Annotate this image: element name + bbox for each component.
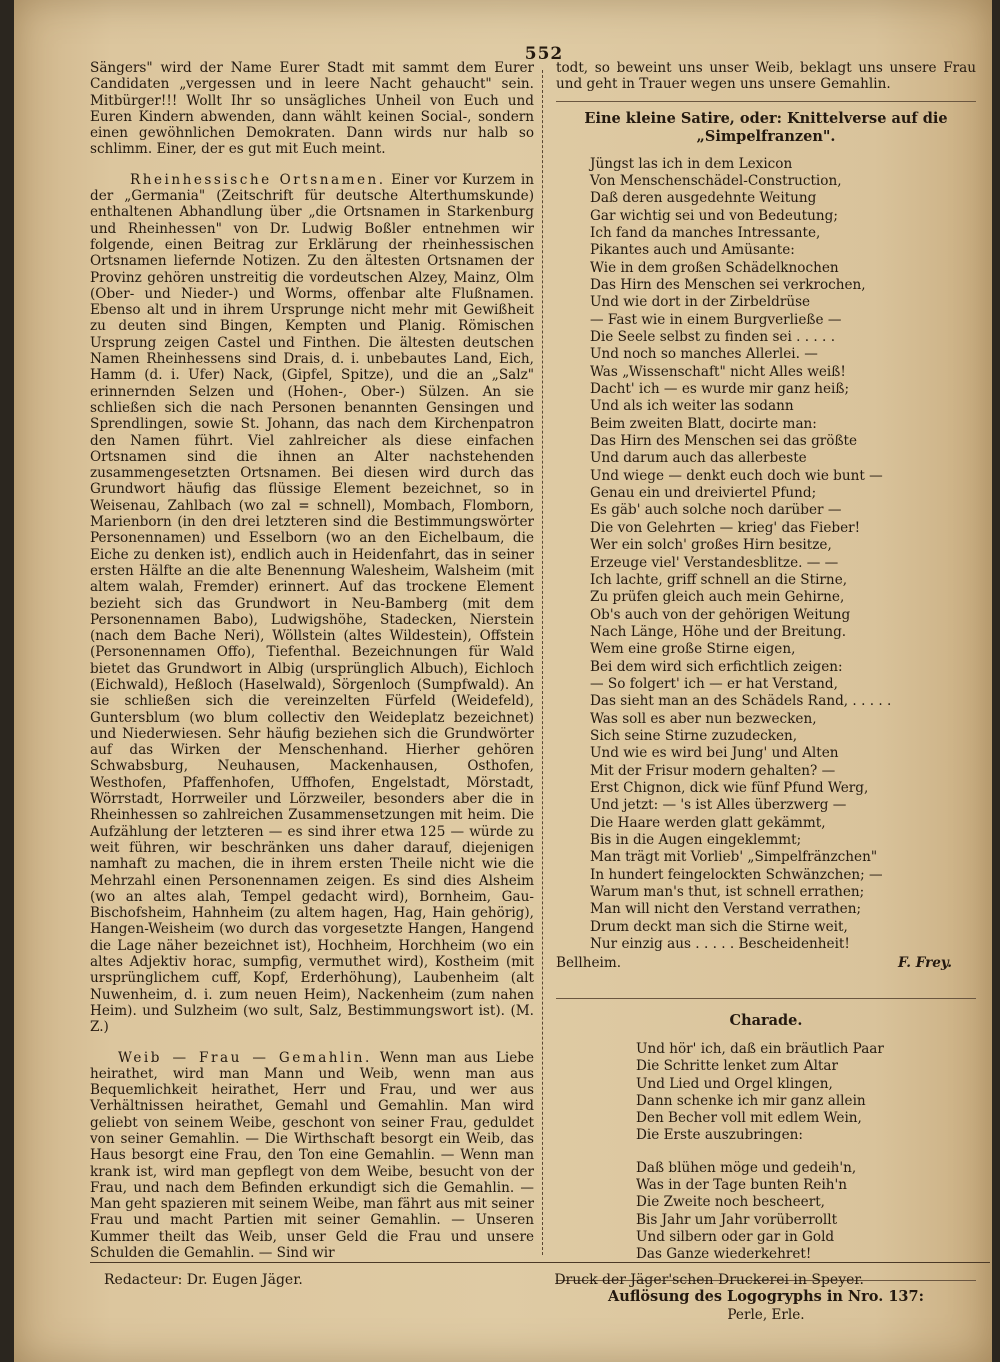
satire-verse-line: Was „Wissenschaft" nicht Alles weiß! xyxy=(590,363,846,380)
satire-verse-line: Wem eine große Stirne eigen, xyxy=(590,641,796,658)
charade-verse-line: Den Becher voll mit edlem Wein, xyxy=(636,1110,862,1127)
satire-poem xyxy=(556,156,976,954)
satire-verse-line: Die Haare werden glatt gekämmt, xyxy=(590,814,826,831)
charade-stanza-1 xyxy=(636,1041,976,1145)
article-weib-frau xyxy=(90,1050,534,1262)
satire-verse-line: Beim zweiten Blatt, docirte man: xyxy=(590,415,817,432)
charade-verse-line: Die Zweite noch bescheert, xyxy=(636,1194,826,1211)
satire-verse-line: Warum man's thut, ist schnell errathen; xyxy=(590,884,865,901)
satire-verse-line: Was soll es aber nun bezwecken, xyxy=(590,710,817,727)
satire-verse-line: In hundert feingelockten Schwänzchen; — xyxy=(590,866,883,883)
charade-verse-line: Die Schritte lenket zum Altar xyxy=(636,1058,839,1075)
charade-verse-line: Was in der Tage bunten Reih'n xyxy=(636,1177,848,1194)
satire-verse-line: Und darum auch das allerbeste xyxy=(590,450,807,467)
satire-verse-line: Die von Gelehrten — krieg' das Fieber! xyxy=(590,519,861,536)
charade-poem xyxy=(556,1041,976,1264)
charade-title: Charade. xyxy=(556,998,976,1029)
satire-verse-line: Und wiege — denkt euch doch wie bunt — xyxy=(590,467,883,484)
satire-verse-line: Dacht' ich — es wurde mir ganz heiß; xyxy=(590,381,850,398)
satire-verse-line: Wie in dem großen Schädelknochen xyxy=(590,259,839,276)
satire-verse-line: Zu prüfen gleich auch mein Gehirne, xyxy=(590,589,845,606)
charade-verse-line: Daß blühen möge und gedeih'n, xyxy=(636,1159,857,1176)
signature-place: Bellheim. xyxy=(556,955,622,972)
satire-verse-line: Das sieht man an des Schädels Rand, . . . . . xyxy=(590,693,892,710)
charade-verse-line: Die Erste auszubringen: xyxy=(636,1127,803,1144)
satire-verse-line: Es gäb' auch solche noch darüber — xyxy=(590,502,842,519)
satire-verse-line: Bis in die Augen eingeklemmt; xyxy=(590,832,802,848)
article-ortsnamen-heading: Rheinhessische Ortsnamen. xyxy=(130,171,386,188)
satire-verse-line: Mit der Frisur modern gehalten? — xyxy=(590,762,836,779)
satire-verse-line: Und noch so manches Allerlei. — xyxy=(590,346,818,363)
satire-verse-line: Gar wichtig sei und von Bedeutung; xyxy=(590,207,838,224)
continuation-paragraph: todt, so beweint uns unser Weib, beklagt uns unsere Frau und geht in Trauer wegen uns unsere Gemahlin. xyxy=(556,60,976,93)
charade-verse-line: Und silbern oder gar in Gold xyxy=(636,1228,835,1245)
satire-verse-line: Man will nicht den Verstand verrathen; xyxy=(590,901,862,918)
satire-verse-line: — So folgert' ich — er hat Verstand, xyxy=(590,675,838,692)
signature-line xyxy=(556,955,976,971)
satire-verse-line: Sich seine Stirne zuzudecken, xyxy=(590,727,798,744)
article-weib-frau-heading: Weib — Frau — Gemahlin. xyxy=(118,1049,372,1066)
satire-verse-line: Daß deren ausgedehnte Weitung xyxy=(590,190,817,207)
footer xyxy=(104,1272,864,1288)
satire-verse-line: Erst Chignon, dick wie fünf Pfund Werg, xyxy=(590,779,869,796)
satire-verse-line: Und wie es wird bei Jung' und Alten xyxy=(590,745,839,762)
satire-verse-line: Genau ein und dreiviertel Pfund; xyxy=(590,485,817,502)
solution-words: Perle, Erle. xyxy=(727,1306,805,1323)
right-column xyxy=(556,60,976,1323)
page-number: 552 xyxy=(524,44,564,64)
satire-verse-line: — Fast wie in einem Burgverließe — xyxy=(590,311,842,328)
article-ortsnamen xyxy=(90,172,534,1036)
charade-stanza-2 xyxy=(636,1160,976,1264)
satire-verse-line: Bei dem wird sich erfichtlich zeigen: xyxy=(590,658,843,675)
column-divider xyxy=(542,70,543,1255)
satire-verse-line: Nur einzig aus . . . . . Bescheidenheit! xyxy=(590,936,850,953)
satire-verse-line: Drum deckt man sich die Stirne weit, xyxy=(590,918,848,935)
satire-verse-line: Das Hirn des Menschen sei das größte xyxy=(590,433,858,450)
charade-verse-line: Bis Jahr um Jahr vorüberrollt xyxy=(636,1211,838,1228)
satire-verse-line: Nach Länge, Höhe und der Breitung. xyxy=(590,623,847,640)
satire-verse-line: Ich lachte, griff schnell an die Stirne, xyxy=(590,571,848,588)
footer-printer: Druck der Jäger'schen Druckerei in Speyer. xyxy=(554,1272,864,1288)
satire-verse-line: Und wie dort in der Zirbeldrüse xyxy=(590,294,811,311)
satire-verse-line: Die Seele selbst zu finden sei . . . . . xyxy=(590,329,836,346)
satire-verse-line: Ich fand da manches Intressante, xyxy=(590,224,821,241)
satire-verse-line: Erzeuge viel' Verstandesblitze. — — xyxy=(590,554,839,571)
solution-title: Auflösung des Logogryphs in Nro. 137: xyxy=(556,1280,976,1305)
left-column xyxy=(90,60,534,1261)
signature-author: F. Frey. xyxy=(897,955,952,972)
satire-verse-line: Wer ein solch' großes Hirn besitze, xyxy=(590,537,832,554)
charade-verse-line: Das Ganze wiederkehret! xyxy=(636,1246,812,1263)
satire-title: Eine kleine Satire, oder: Knittelverse auf die „Simpelfranzen". xyxy=(556,101,976,146)
satire-verse-line: Pikantes auch und Amüsante: xyxy=(590,242,795,259)
article-weib-frau-body: Wenn man aus Liebe heirathet, wird man Mann und Weib, wenn man aus Bequemlichkeit heirathet, Herr und Frau, und wer aus Verhältnissen heirathet, Gemahl und Gemahlin. Man wird geliebt von seinem Weibe, geschont von seiner Frau, geduldet von seiner Gemahlin. — Die Wirthschaft besorgt ein Weib, das Haus besorgt eine Frau, den Ton eine Gemahlin. — Wenn man krank ist, wird man gepflegt von dem Weibe, besucht von der Frau, und nach dem Befinden erkundigt sich die Gemahlin. — Man geht spazieren mit seinem Weibe, man fährt aus mit seiner Frau und macht Partien mit seiner Gemahlin. — Unseren Kummer theilt das Weib, unser Geld die Frau und unsere Schulden die Gemahlin. — Sind wir xyxy=(90,1049,534,1262)
article-ortsnamen-body: Einer vor Kurzem in der „Germania" (Zeitschrift für deutsche Alterthumskunde) enthaltenen Abhandlung über „die Ortsnamen in Starkenburg und Rheinhessen" von Dr. Ludwig Boßler entnehmen wir folgende, einen Beitrag zur Erklärung der rheinhessischen Ortsnamen liefernde Notizen. Zu den ältesten Ortsnamen der Provinz gehören unstreitig die vordeutschen Alzey, Mainz, Olm (Ober- und Nieder-) und Worms, offenbar alte Flußnamen. Ebenso alt und in ihrem Ursprunge nicht mehr mit Gewißheit zu deuten sind Bingen, Kempten und Planig. Römischen Ursprung zeigen Castel und Finthen. Die ältesten deutschen Namen Rheinhessens sind Drais, d. i. unbebautes Land, Eich, Hamm (d. i. Ufer) Nack, (Gipfel, Spitze), und die an „Salz" erinnernden Selzen und (Hohen-, Ober-) Sülzen. An sie schließen sich die nach Personen benannten Gensingen und Sprendlingen, sowie St. Johann, das nach dem Kirchenpatron den Namen führt. Viel zahlreicher als diese einfachen Ortsnamen sind die ihnen an Alter nachstehenden zusammengesetzten Ortsnamen. Bei diesen wird durch das Grundwort häufig das flüssige Element bezeichnet, so in Weisenau, Zahlbach (wo zal = schnell), Mombach, Flomborn, Marienborn (in den drei letzteren sind die Bestimmungswörter Personennamen) und Esselborn (wo an den Eichelbaum, die Eiche zu denken ist), endlich auch in Heidenfahrt, das in seiner ersten Hälfte an die alte Benennung Walesheim, Walsheim (mit altem walah, Fremder) erinnert. Auf das trockene Element bezieht sich das Grundwort in Neu-Bamberg (mit dem Personennamen Babo), Ludwigshöhe, Stadecken, Nierstein (nach dem Bache Neri), Wöllstein (altes Wildestein), Offstein (Personennamen Offo), Tiefenthal. Bezeichnungen für Wald bietet das Grundwort in Albig (ursprünglich Albuch), Eichloch (Eichwald), Heßloch (Haselwald), Sörgenloch (Sumpfwald). An sie schließen sich die vereinzelten Fürfeld (Weidefeld), Guntersblum (wo blum collectiv den Weideplatz bezeichnet) und Niederwiesen. Sehr häufig beziehen sich die Grundwörter auf das Wirken der Menschenhand. Hierher gehören Schwabsburg, Neuhausen, Mackenhausen, Osthofen, Westhofen, Pfaffenhofen, Uffhofen, Engelstadt, Mörstadt, Wörrstadt, Horrweiler und Lörzweiler, besonders aber die in Rheinhessen so zahlreichen Zusammensetzungen mit heim. Die Aufzählung der letzteren — es sind ihrer etwa 125 — würde zu weit führen, wir beschränken uns daher darauf, diejenigen namhaft zu machen, die in ihrem ersten Theile nicht wie die Mehrzahl einen Personennamen zeigen. Es sind dies Alsheim (wo an altes alah, Tempel gedacht wird), Bornheim, Gau-Bischofsheim, Hahnheim (zu altem hagen, Hag, Hain gehörig), Hangen-Weisheim (wo durch das vorgesetzte Hangen, Hangend die Lage näher bezeichnet ist), Hochheim, Horchheim (wo ein altes Adjektiv horac, sumpfig, vermuthet wird), Kostheim (mit ursprünglichem cuff, Kopf, Erderhöhung), Laubenheim (alt Nuwenheim, d. i. zum neuen Heim), Nackenheim (zum nahen Heim). und Sulzheim (wo sult, Salz, Bestimmungswort ist). (M. Z.) xyxy=(90,171,535,1036)
satire-verse-line: Das Hirn des Menschen sei verkrochen, xyxy=(590,277,866,293)
intro-paragraph: Sängers" wird der Name Eurer Stadt mit sammt dem Eurer Candidaten „vergessen und in leere Nacht gehaucht" sein. Mitbürger!!! Wollt Ihr so unsägliches Unheil von Euch und Euren Kindern abwenden, dann wählt keinen Social-, sondern einen gewöhnlichen Demokraten. Dann wirds nur halb so schlimm. Einer, der es gut mit Euch meint. xyxy=(90,60,534,158)
charade-verse-line: Und hör' ich, daß ein bräutlich Paar xyxy=(636,1041,884,1057)
satire-verse-line: Von Menschenschädel-Construction, xyxy=(590,172,842,189)
satire-verse-line: Ob's auch von der gehörigen Weitung xyxy=(590,606,851,623)
satire-verse-line: Und jetzt: — 's ist Alles überzwerg — xyxy=(590,797,847,814)
newspaper-page xyxy=(14,0,992,1362)
satire-verse-line: Man trägt mit Vorlieb' „Simpelfränzchen" xyxy=(590,849,878,866)
charade-verse-line: Und Lied und Orgel klingen, xyxy=(636,1075,833,1092)
satire-verse-line: Jüngst las ich in dem Lexicon xyxy=(590,155,793,172)
satire-verse-line: Und als ich weiter las sodann xyxy=(590,398,794,415)
charade-verse-line: Dann schenke ich mir ganz allein xyxy=(636,1092,866,1109)
footer-rule xyxy=(90,1262,990,1263)
footer-editor: Redacteur: Dr. Eugen Jäger. xyxy=(104,1272,303,1288)
